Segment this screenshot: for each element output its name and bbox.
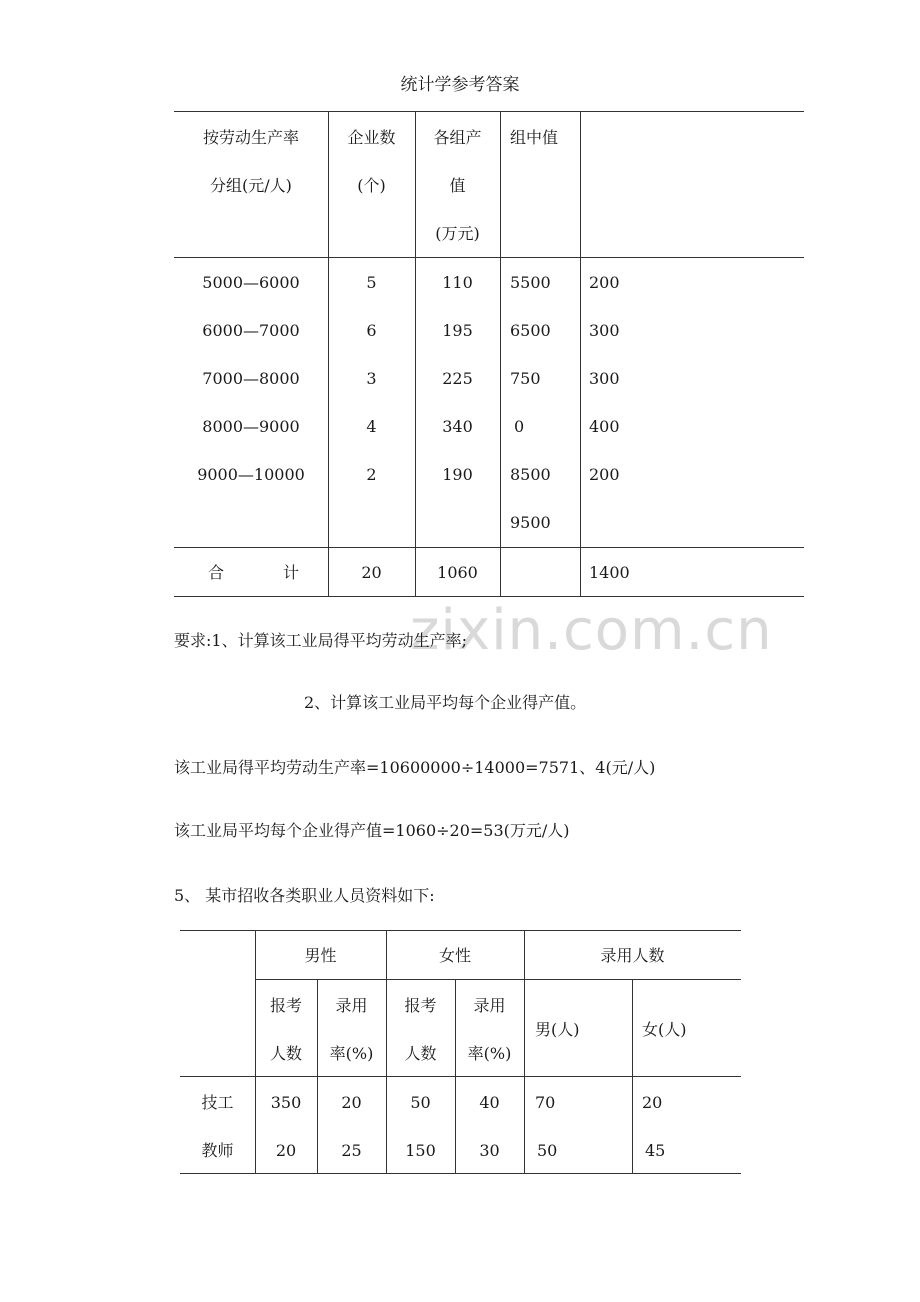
table-cell: 50 (410, 1093, 431, 1112)
table-cell: 6000—7000 (202, 321, 300, 340)
table1-top-rule (174, 111, 804, 112)
table-cell: 9000—10000 (197, 465, 305, 484)
total-output: 1060 (437, 563, 478, 582)
table-cell: 400 (589, 417, 620, 436)
table-cell: 30 (479, 1141, 500, 1160)
group-male: 男性 (304, 946, 337, 965)
table-cell: 110 (442, 273, 473, 292)
table-cell: 340 (442, 417, 473, 436)
col-mid (510, 259, 580, 547)
table-cell: 225 (442, 369, 473, 388)
table-cell: 190 (442, 465, 473, 484)
sub-female-rate (455, 982, 524, 1078)
header-text: 率(%) (467, 1044, 512, 1063)
table-cell: 300 (589, 369, 620, 388)
table-cell: 40 (479, 1093, 500, 1112)
table-cell: 70 (535, 1093, 556, 1112)
group-hired: 录用人数 (600, 946, 665, 965)
table-cell: 6 (366, 321, 377, 340)
header-text: 组中值 (510, 128, 559, 147)
header-text: 报考 (404, 996, 437, 1015)
col-group (174, 259, 328, 499)
table-cell: 750 (510, 369, 541, 388)
table-cell: 4 (366, 417, 377, 436)
header-text: 企业数 (347, 128, 396, 147)
table-cell: 8500 (510, 465, 551, 484)
table-cell: 6500 (510, 321, 551, 340)
col-output (415, 259, 500, 499)
header-text: (个) (357, 176, 386, 195)
answer-1: 该工业局得平均劳动生产率=10600000÷14000=7571、4(元/人) (174, 758, 656, 777)
question-5: 5、 某市招收各类职业人员资料如下: (174, 886, 435, 905)
table-cell: 350 (270, 1093, 302, 1112)
header-output (415, 114, 500, 258)
table-cell: 50 (537, 1141, 558, 1160)
table-cell: 5 (366, 273, 377, 292)
sub-male-rate (317, 982, 386, 1078)
header-text: 分组(元/人) (210, 176, 292, 195)
sub-female-applicants (386, 982, 455, 1078)
sub-hired-female: 女(人) (642, 1020, 687, 1039)
table-cell: 5500 (510, 273, 551, 292)
table-cell: 300 (589, 321, 620, 340)
header-text: 人数 (269, 1044, 302, 1063)
page-title: 统计学参考答案 (400, 75, 520, 95)
answer-2: 该工业局平均每个企业得产值=1060÷20=53(万元/人) (174, 821, 570, 840)
requirement-1: 要求:1、计算该工业局得平均劳动生产率; (174, 631, 467, 650)
table-cell: 7000—8000 (202, 369, 300, 388)
table1-col-divider (500, 111, 501, 597)
table-cell: 45 (645, 1141, 666, 1160)
table-cell: 20 (642, 1093, 663, 1112)
table-cell: 2 (366, 465, 377, 484)
header-text: 按劳动生产率 (202, 128, 299, 147)
table-cell: 200 (589, 273, 620, 292)
table-cell: 20 (341, 1093, 362, 1112)
table-cell: 150 (405, 1141, 436, 1160)
table-cell: 3 (366, 369, 377, 388)
table-cell: 8000—9000 (202, 417, 300, 436)
sub-male-applicants (255, 982, 317, 1078)
header-text: 率(%) (329, 1044, 374, 1063)
col-count (328, 259, 415, 499)
table-cell: 200 (589, 465, 620, 484)
header-text: 值 (449, 176, 466, 195)
table2-col-divider (632, 979, 633, 1174)
header-text: 录用 (335, 996, 368, 1015)
table2-top-rule (180, 930, 741, 931)
total-label-left: 合 (208, 563, 225, 582)
header-text: 各组产 (433, 128, 482, 147)
header-text: 报考 (269, 996, 302, 1015)
header-count (328, 114, 415, 210)
row-name: 教师 (201, 1141, 234, 1160)
table1-total-rule (174, 547, 804, 548)
header-text: 人数 (404, 1044, 437, 1063)
total-count: 20 (361, 563, 382, 582)
watermark: zixin.com.cn (410, 598, 773, 663)
table-cell: 0 (514, 417, 525, 436)
header-group (174, 114, 328, 210)
total-extra: 1400 (589, 563, 630, 582)
table-cell: 195 (442, 321, 473, 340)
total-label-right: 计 (283, 563, 300, 582)
table-cell: 25 (341, 1141, 362, 1160)
table-cell: 20 (275, 1141, 297, 1160)
header-text: (万元) (435, 224, 480, 243)
group-female: 女性 (438, 946, 471, 965)
table-cell: 5000—6000 (202, 273, 300, 292)
table-cell: 9500 (510, 513, 551, 532)
header-mid (510, 114, 580, 162)
header-text: 录用 (473, 996, 506, 1015)
row-name: 技工 (201, 1093, 234, 1112)
table1-col-divider (580, 111, 581, 597)
requirement-2: 2、计算该工业局平均每个企业得产值。 (304, 693, 587, 712)
col-extra (589, 259, 799, 499)
sub-hired-male: 男(人) (535, 1020, 580, 1039)
